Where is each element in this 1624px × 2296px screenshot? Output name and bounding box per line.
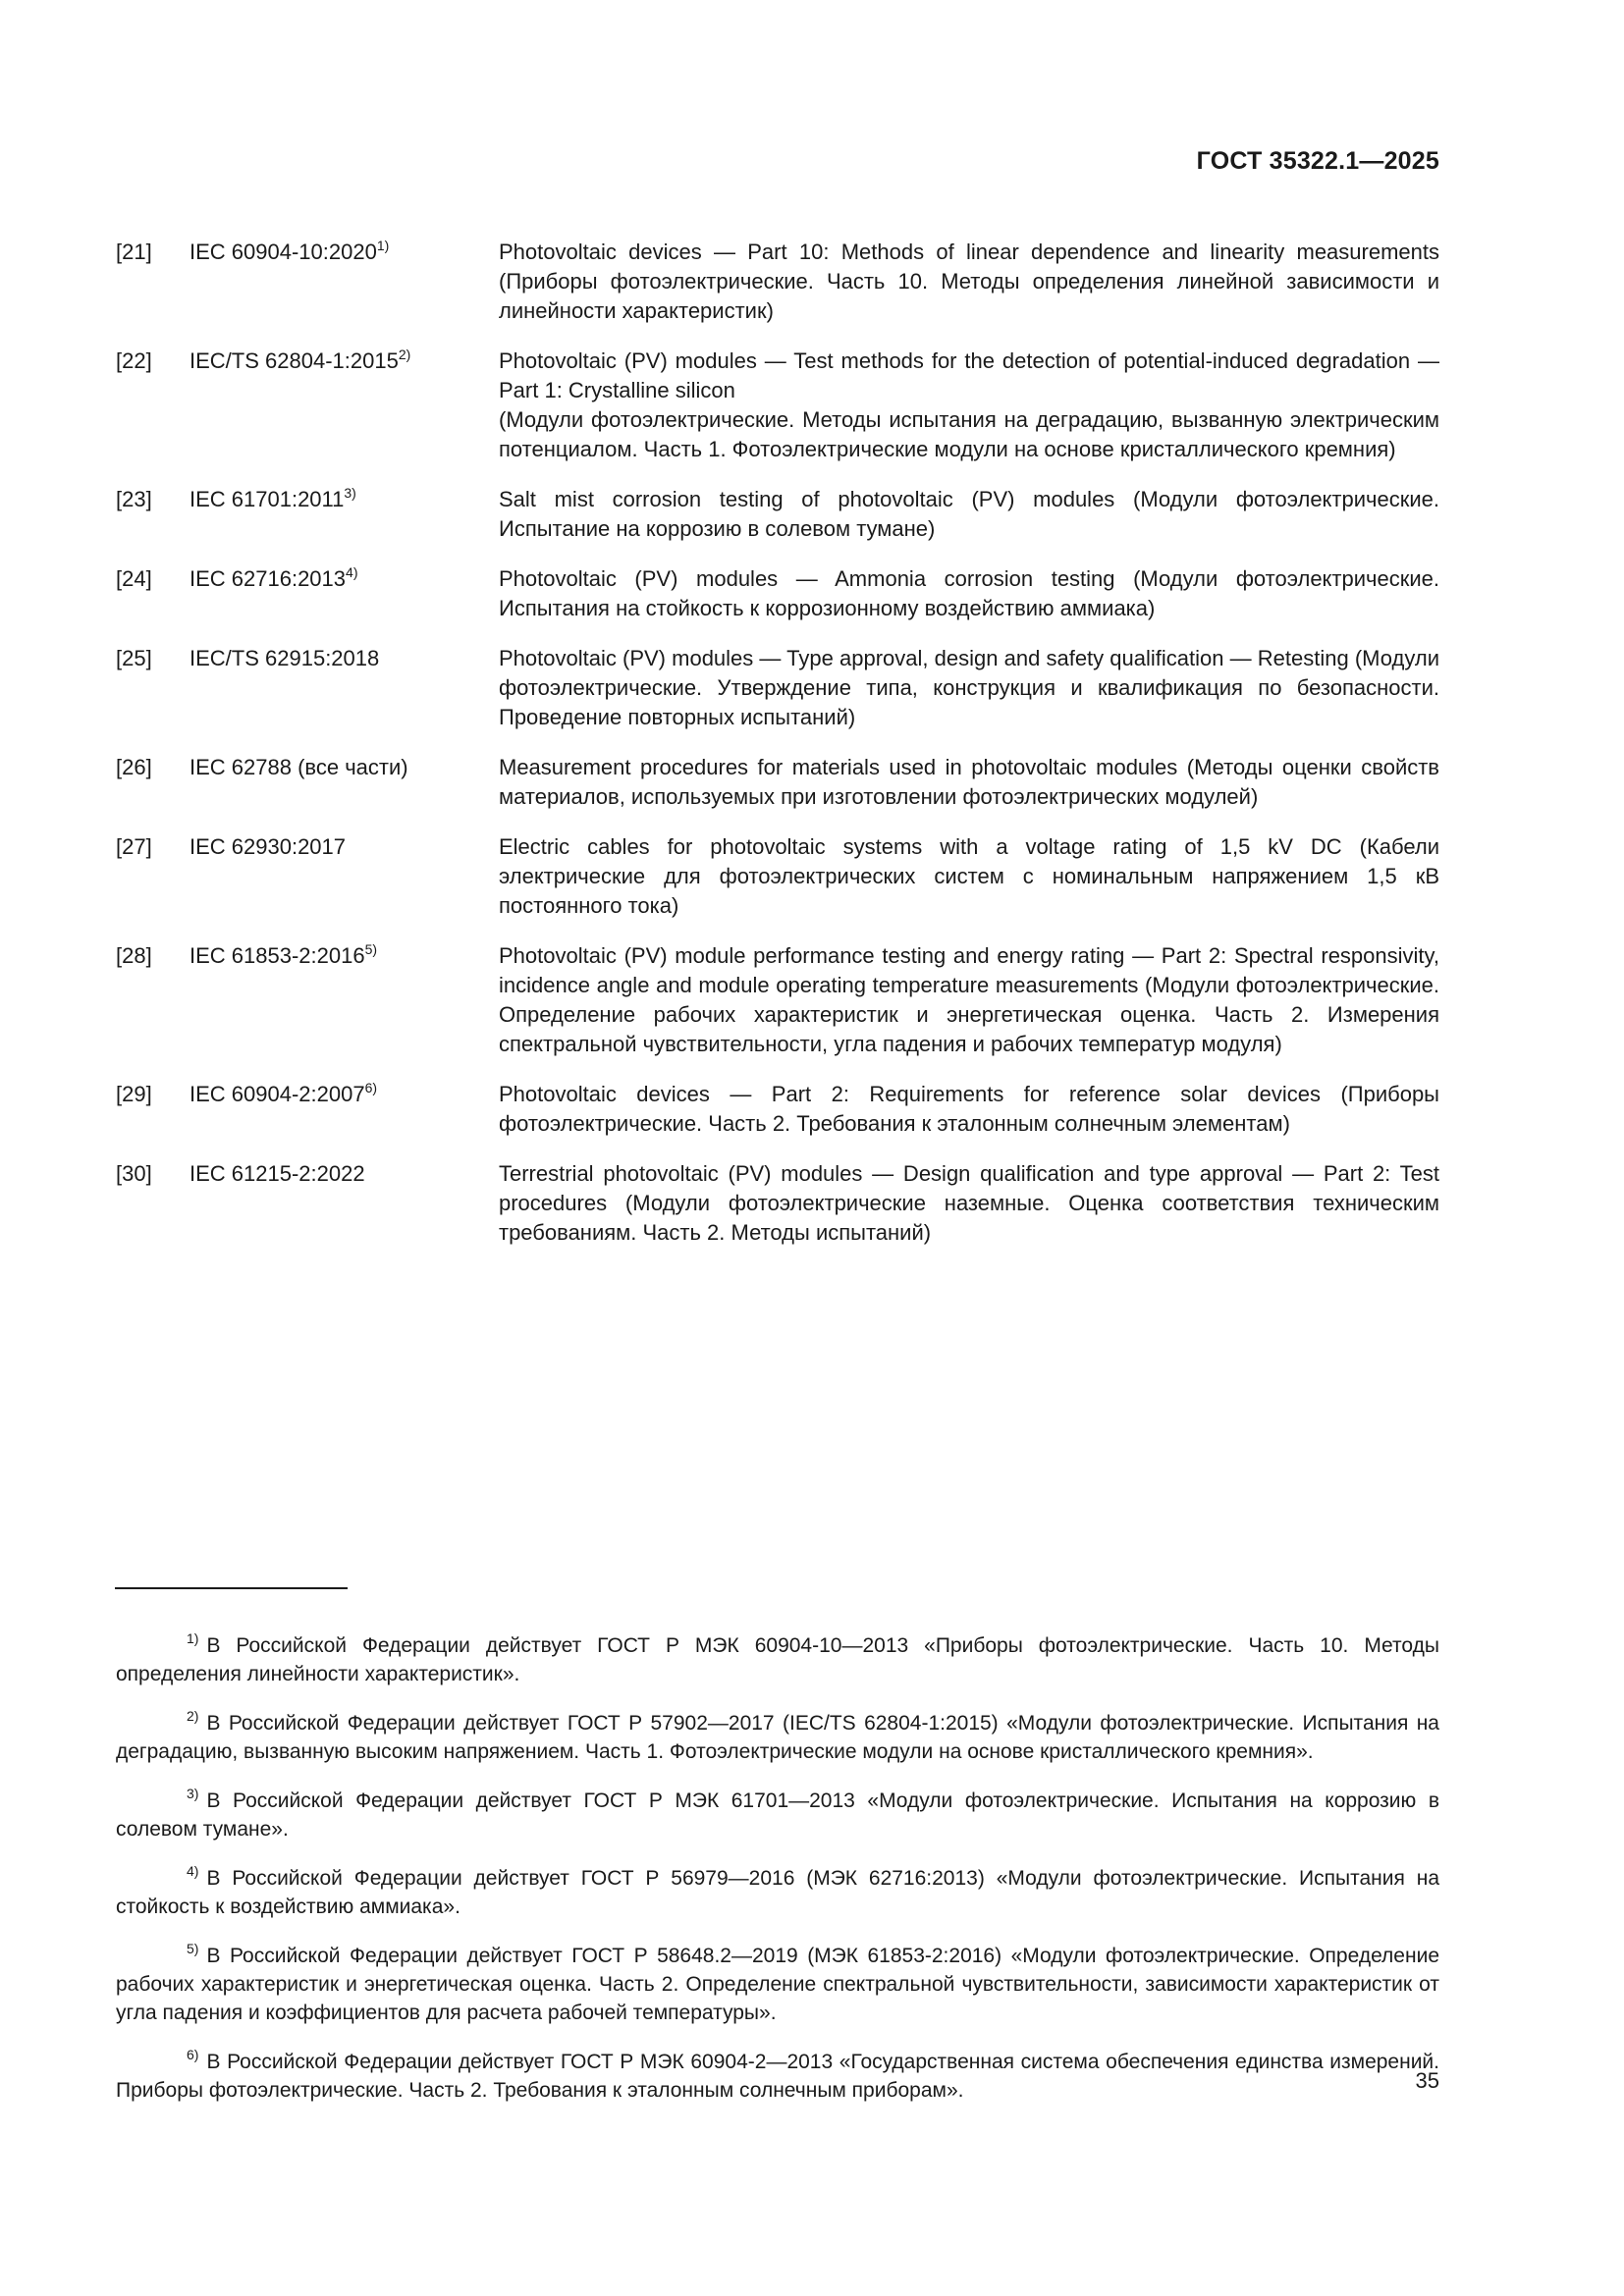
footnote-text: В Российской Федерации действует ГОСТ Р МЭК 61701—2013 «Модули фотоэлектрические. Испытания на коррозию в солевом тумане». xyxy=(116,1789,1439,1841)
standard-code: IEC 61215-2:2022 xyxy=(189,1161,365,1186)
footnotes xyxy=(116,1611,1439,2112)
entry-description: Photovoltaic (PV) modules — Type approval, design and safety qualification — Retesting (Модули фотоэлектрические. Утверждение типа, конструкция и квалификация по безопасности. Проведение повторных испытаний) xyxy=(499,646,1439,729)
standard-code-text: IEC 60904-2:2007 xyxy=(189,1082,365,1106)
bibliography-list xyxy=(116,238,1439,1268)
bibliography-entry xyxy=(116,1159,1439,1248)
footnote-text: В Российской Федерации действует ГОСТ Р 56979—2016 (МЭК 62716:2013) «Модули фотоэлектрические. Испытания на стойкость к воздействию аммиака». xyxy=(116,1867,1439,1918)
footnote-marker[interactable]: 4) xyxy=(346,564,358,580)
footnote xyxy=(116,1631,1439,1688)
bibliography-entry xyxy=(116,753,1439,812)
footnote-number: 4) xyxy=(187,1863,199,1879)
footnote xyxy=(116,2048,1439,2105)
entry-number: [27] xyxy=(116,834,152,859)
footnote-separator xyxy=(115,1587,348,1589)
standard-code: IEC/TS 62915:2018 xyxy=(189,646,380,670)
standard-code-text: IEC 62716:2013 xyxy=(189,566,347,591)
standard-code-text: IEC 60904-10:2020 xyxy=(189,240,377,264)
entry-number: [23] xyxy=(116,487,152,511)
entry-number: [24] xyxy=(116,566,152,591)
standard-code: IEC 62788 (все части) xyxy=(189,755,408,779)
entry-number: [25] xyxy=(116,646,152,670)
footnote-number: 3) xyxy=(187,1786,199,1801)
footnote xyxy=(116,1787,1439,1843)
footnote-number: 1) xyxy=(187,1630,199,1646)
bibliography-entry xyxy=(116,564,1439,623)
entry-description: Measurement procedures for materials used in photovoltaic modules (Методы оценки свойств материалов, используемых при изготовлении фотоэлектрических модулей) xyxy=(499,755,1439,809)
standard-code-text: IEC/TS 62804-1:2015 xyxy=(189,348,399,373)
entry-description: Photovoltaic devices — Part 2: Requirements for reference solar devices (Приборы фотоэлектрические. Часть 2. Требования к эталонным солнечным элементам) xyxy=(499,1082,1439,1136)
standard-code xyxy=(189,347,499,464)
standard-code: IEC 62930:2017 xyxy=(189,834,347,859)
footnote-text: В Российской Федерации действует ГОСТ Р 58648.2—2019 (МЭК 61853-2:2016) «Модули фотоэлектрические. Определение рабочих характеристик и энергетическая оценка. Часть 2. Определение спектральной чувствительности, зависимости характеристик от угла падения и коэффициентов для расчета рабочей температуры». xyxy=(116,1945,1439,2024)
footnote-marker[interactable]: 5) xyxy=(364,941,378,957)
footnote xyxy=(116,1942,1439,2027)
standard-code xyxy=(189,238,499,326)
entry-description: Photovoltaic (PV) module performance testing and energy rating — Part 2: Spectral responsivity, incidence angle and module operating temperature measurements (Модули фотоэлектрические. Определение рабочих характеристик и энергетическая оценка. Часть 2. Измерения спектральной чувствительности, угла падения и рабочих температур модуля) xyxy=(499,943,1439,1056)
bibliography-entry xyxy=(116,238,1439,326)
entry-description xyxy=(499,347,1439,464)
entry-description: Photovoltaic (PV) modules — Ammonia corrosion testing (Модули фотоэлектрические. Испытания на стойкость к коррозионному воздействию аммиака) xyxy=(499,566,1439,620)
footnote xyxy=(116,1709,1439,1766)
standard-code xyxy=(189,1080,499,1139)
footnote-number: 2) xyxy=(187,1708,199,1724)
bibliography-entry xyxy=(116,644,1439,732)
page-number: 35 xyxy=(1415,2068,1439,2093)
footnote xyxy=(116,1864,1439,1921)
entry-number: [30] xyxy=(116,1161,152,1186)
entry-description: Terrestrial photovoltaic (PV) modules — Design qualification and type approval — Part 2: Test procedures (Модули фотоэлектрические наземные. Оценка соответствия техническим требованиям. Часть 2. Методы испытаний) xyxy=(499,1161,1439,1245)
footnote-marker[interactable]: 6) xyxy=(364,1080,378,1095)
footnote-number: 5) xyxy=(187,1941,199,1956)
entry-number: [22] xyxy=(116,348,152,373)
footnote-number: 6) xyxy=(187,2047,199,2062)
document-id-header: ГОСТ 35322.1—2025 xyxy=(1196,147,1439,175)
entry-number: [28] xyxy=(116,943,152,968)
entry-number: [29] xyxy=(116,1082,152,1106)
entry-description: Electric cables for photovoltaic systems with a voltage rating of 1,5 kV DC (Кабели электрические для фотоэлектрических систем с номинальным напряжением 1,5 кВ постоянного тока) xyxy=(499,834,1439,918)
standard-code xyxy=(189,485,499,544)
standard-code-text: IEC 61853-2:2016 xyxy=(189,943,365,968)
footnote-text: В Российской Федерации действует ГОСТ Р 57902—2017 (IEC/TS 62804-1:2015) «Модули фотоэлектрические. Испытания на деградацию, вызванную высоким напряжением. Часть 1. Фотоэлектрические модули на основе кристаллического кремния». xyxy=(116,1712,1439,1763)
standard-code-text: IEC 61701:2011 xyxy=(189,487,345,511)
footnote-text: В Российской Федерации действует ГОСТ Р МЭК 60904-2—2013 «Государственная система обеспечения единства измерений. Приборы фотоэлектрические. Часть 2. Требования к эталонным солнечным приборам». xyxy=(116,2051,1439,2102)
bibliography-entry xyxy=(116,941,1439,1059)
entry-description-ru: (Модули фотоэлектрические. Методы испытания на деградацию, вызванную электрическим потенциалом. Часть 1. Фотоэлектрические модули на основе кристаллического кремния) xyxy=(499,407,1439,461)
footnote-text: В Российской Федерации действует ГОСТ Р МЭК 60904-10—2013 «Приборы фотоэлектрические. Часть 10. Методы определения линейности характеристик». xyxy=(116,1634,1439,1685)
entry-description: Photovoltaic devices — Part 10: Methods of linear dependence and linearity measurements (Приборы фотоэлектрические. Часть 10. Методы определения линейной зависимости и линейности характеристик) xyxy=(499,240,1439,323)
entry-number: [21] xyxy=(116,240,152,264)
footnote-marker[interactable]: 3) xyxy=(344,485,356,501)
bibliography-entry xyxy=(116,832,1439,921)
entry-description: Salt mist corrosion testing of photovoltaic (PV) modules (Модули фотоэлектрические. Испытание на коррозию в солевом тумане) xyxy=(499,487,1439,541)
footnote-marker[interactable]: 1) xyxy=(376,238,390,253)
entry-description-en: Photovoltaic (PV) modules — Test methods for the detection of potential-induced degradation — Part 1: Crystalline silicon xyxy=(499,348,1439,402)
entry-number: [26] xyxy=(116,755,152,779)
standard-code xyxy=(189,941,499,1059)
footnote-marker[interactable]: 2) xyxy=(398,347,411,362)
bibliography-entry xyxy=(116,485,1439,544)
bibliography-entry xyxy=(116,1080,1439,1139)
standard-code xyxy=(189,564,499,623)
bibliography-entry xyxy=(116,347,1439,464)
